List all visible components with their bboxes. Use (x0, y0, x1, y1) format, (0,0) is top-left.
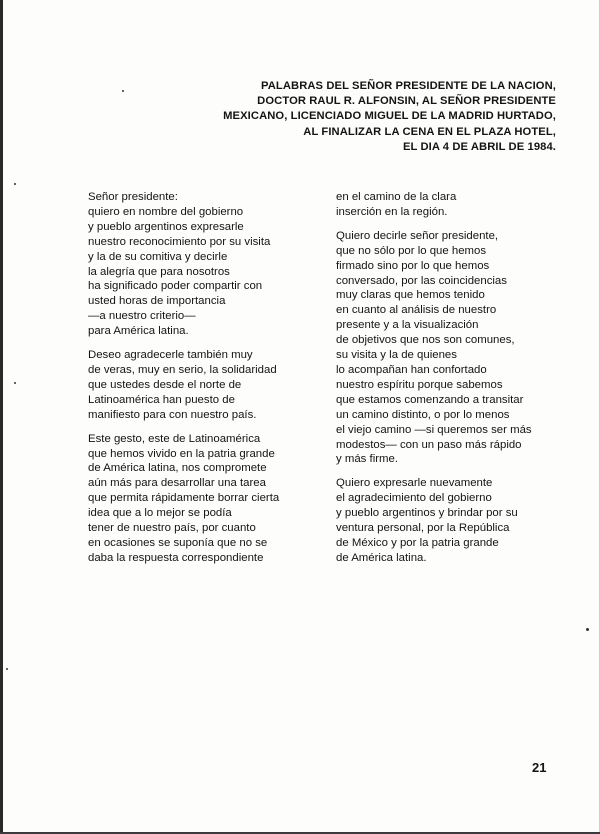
text-line: de veras, muy en serio, la solidaridad (88, 363, 277, 376)
text-line: Latinoamérica han puesto de (88, 393, 235, 406)
text-line: que estamos comenzando a transitar (336, 393, 524, 406)
text-line: su visita y la de quienes (336, 349, 457, 362)
text-line: el agradecimiento del gobierno (336, 492, 492, 505)
text-line: conversado, por las coincidencias (336, 274, 507, 287)
text-line: en ocasiones se suponía que no se (88, 536, 268, 549)
text-line: nuestro reconocimiento por su visita (88, 235, 271, 248)
text-line: muy claras que hemos tenido (336, 289, 485, 302)
text-line: quiero en nombre del gobierno (88, 205, 244, 218)
text-line: manifiesto para con nuestro país. (88, 408, 257, 421)
text-line: y pueblo argentinos expresarle (88, 220, 244, 233)
page-number: 21 (532, 760, 547, 775)
text-line: en cuanto al análisis de nuestro (336, 304, 497, 317)
text-line: inserción en la región. (336, 205, 448, 218)
paragraph (336, 229, 548, 468)
text-line: que permita rápidamente borrar cierta (88, 492, 280, 505)
paragraph (88, 348, 298, 423)
text-line: ha significado poder compartir con (88, 280, 263, 293)
text-line: aún más para desarrollar una tarea (88, 477, 266, 490)
text-line: Deseo agradecerle también muy (88, 349, 253, 362)
text-line: nuestro espíritu porque sabemos (336, 378, 503, 391)
scan-speck (14, 382, 16, 384)
heading-line: EL DIA 4 DE ABRIL DE 1984. (402, 140, 556, 153)
text-line: presente y a la visualización (336, 319, 479, 332)
speech-heading (96, 79, 556, 155)
right-text-column (336, 190, 548, 575)
text-line: la alegría que para nosotros (88, 265, 230, 278)
text-line: Este gesto, este de Latinoamérica (88, 432, 261, 445)
text-line: Quiero expresarle nuevamente (336, 477, 493, 490)
text-line: firmado sino por lo que hemos (336, 259, 490, 272)
text-line: modestos— con un paso más rápido (336, 438, 522, 451)
heading-line: MEXICANO, LICENCIADO MIGUEL DE LA MADRID HURTADO, (223, 110, 556, 123)
text-line: que hemos vivido en la patria grande (88, 447, 275, 460)
paragraph (336, 190, 548, 220)
heading-line: DOCTOR RAUL R. ALFONSIN, AL SEÑOR PRESIDENTE (257, 95, 556, 108)
paragraph (336, 476, 548, 565)
text-line: un camino distinto, o por lo menos (336, 408, 510, 421)
text-line: —a nuestro criterio— (88, 310, 196, 323)
text-line: para América latina. (88, 325, 189, 338)
text-line: Quiero decirle señor presidente, (336, 229, 499, 242)
text-line: idea que a lo mejor se podía (88, 507, 232, 520)
heading-line: PALABRAS DEL SEÑOR PRESIDENTE DE LA NACION, (261, 80, 556, 92)
text-line: en el camino de la clara (336, 191, 457, 203)
text-line: ventura personal, por la República (336, 522, 510, 535)
text-line: Señor presidente: (88, 191, 178, 203)
text-line: de América latina. (336, 551, 427, 564)
text-line: de objetivos que nos son comunes, (336, 334, 515, 347)
text-line: lo acompañan han confortado (336, 363, 487, 376)
text-line: que ustedes desde el norte de (88, 378, 242, 391)
text-line: y la de su comitiva y decirle (88, 250, 228, 263)
text-line: de América latina, nos compromete (88, 462, 267, 475)
text-line: el viejo camino —si queremos ser más (336, 423, 532, 436)
heading-line: AL FINALIZAR LA CENA EN EL PLAZA HOTEL, (303, 125, 556, 138)
text-line: usted horas de importancia (88, 295, 226, 308)
text-line: daba la respuesta correspondiente (88, 551, 264, 564)
text-line: tener de nuestro país, por cuanto (88, 522, 256, 535)
text-line: y pueblo argentinos y brindar por su (336, 507, 518, 520)
page-left-edge (0, 0, 3, 834)
scan-speck (6, 668, 8, 670)
scan-speck (586, 628, 589, 631)
text-line: de México y por la patria grande (336, 536, 499, 549)
paragraph (88, 190, 298, 339)
paragraph (88, 432, 298, 566)
left-text-column (88, 190, 298, 575)
text-line: y más firme. (336, 453, 399, 466)
scan-speck (14, 183, 16, 185)
text-line: que no sólo por lo que hemos (336, 244, 487, 257)
